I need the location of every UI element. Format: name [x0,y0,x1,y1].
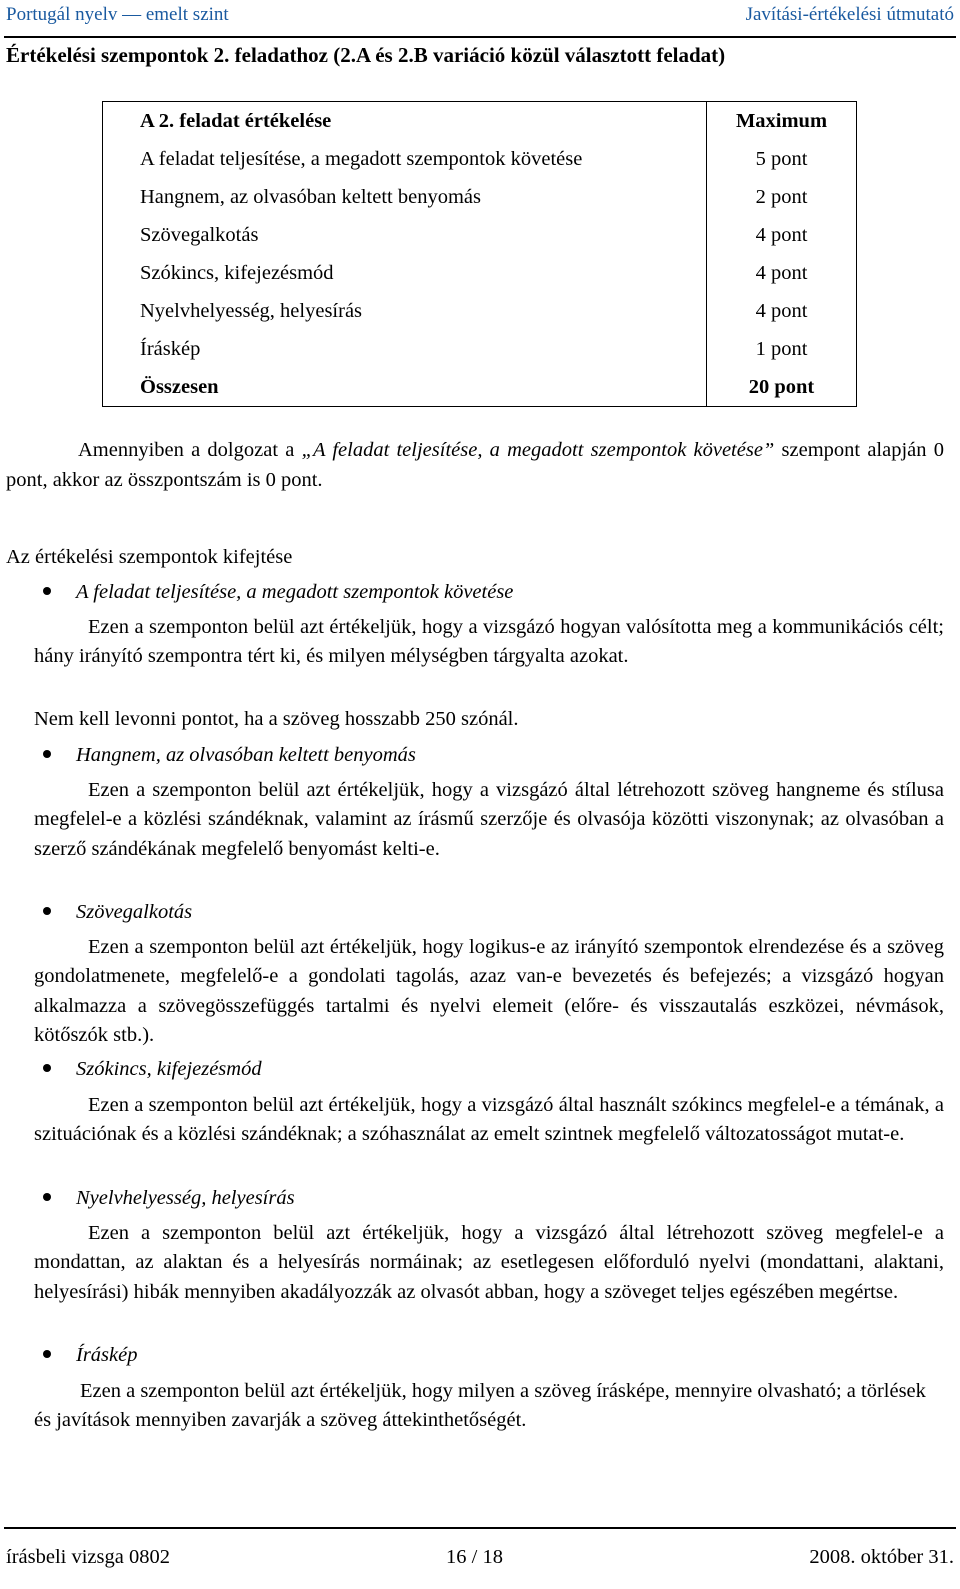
zero-point-note [6,436,944,495]
criterion-body-2 [34,776,944,864]
note-quote: „A feladat teljesítése, a megadott szempontok követése” [301,439,775,461]
criterion-body-text: Ezen a szemponton belül azt értékeljük, hogy a vizsgázó hogyan valósította meg a kommunikációs célt; hány irányító szempontra tért ki, és milyen mélységben tárgyalta azokat. [34,616,944,668]
note-suffix: szempont alapján 0 pont, akkor az összpontszám is 0 pont. [6,439,944,491]
table-row [103,140,857,178]
header-left: Portugál nyelv — emelt szint [6,4,229,25]
page-header [6,4,954,34]
row-label: Íráskép [103,330,707,368]
row-label: Szókincs, kifejezésmód [103,254,707,292]
criterion-body-3 [34,933,944,1051]
criterion-body-text: Ezen a szemponton belül azt értékeljük, hogy milyen a szöveg írásképe, mennyire olvasható; a törlések és javítások mennyiben zavarják a szöveg áttekinthetőségét. [34,1380,926,1432]
row-value: 2 pont [707,178,857,216]
criterion-body-text: Ezen a szemponton belül azt értékeljük, hogy a vizsgázó által létrehozott szöveg megfelel-e a mondattan, az alaktan és a helyesírás normáinak; az esetlegesen előforduló nyelvi (mondattani, alaktani, helyesírási) hibák mennyiben akadályozzák az olvasót abban, hogy a szöveget teljes egészében megértse. [34,1222,944,1303]
header-rule [4,36,956,38]
table-head-value: Maximum [707,102,857,141]
row-label: A feladat teljesítése, a megadott szempontok követése [103,140,707,178]
total-label: Összesen [103,368,707,407]
grading-table [102,101,857,407]
footer-date: 2008. október 31. [809,1546,954,1568]
criterion-body-4 [34,1091,944,1150]
criterion-title-text: Íráskép [76,1344,138,1366]
table-total-row [103,368,857,407]
table-head-label: A 2. feladat értékelése [103,102,707,141]
criterion-title-4 [43,1055,262,1084]
row-value: 4 pont [707,254,857,292]
bullet-icon [43,907,51,915]
bullet-icon [43,1350,51,1358]
page-footer [6,1546,954,1569]
bullet-icon [43,587,51,595]
criterion-body-1 [34,613,944,672]
row-value: 5 pont [707,140,857,178]
criterion-title-text: Szövegalkotás [76,901,193,923]
bullet-icon [43,750,51,758]
criterion-title-1 [43,578,513,607]
criterion-body-text: Ezen a szemponton belül azt értékeljük, hogy logikus-e az irányító szempontok elrendezése és a szöveg gondolatmenete, megfelelő-e a gondolati tagolás, azaz van-e bevezetés és befejezés; a vizsgázó hogyan alkalmazza a szövegösszefüggés tartalmi és nyelvi elemeit (előre- és visszautalás eszközei, névmások, kötőszók stb.). [34,936,944,1047]
row-label: Nyelvhelyesség, helyesírás [103,292,707,330]
row-label: Hangnem, az olvasóban keltett benyomás [103,178,707,216]
criterion-extra-1: Nem kell levonni pontot, ha a szöveg hosszabb 250 szónál. [34,708,519,730]
criterion-title-3 [43,898,192,927]
table-row [103,254,857,292]
footer-page-number: 16 / 18 [446,1546,503,1568]
criterion-body-text: Ezen a szemponton belül azt értékeljük, hogy a vizsgázó által használt szókincs megfelel-e a témának, a szituációnak és a közlési szándéknak; a szóhasználat az emelt szintnek megfelelő változatosságot mutat-e. [34,1094,944,1146]
table-row [103,330,857,368]
section-title: Értékelési szempontok 2. feladathoz (2.A és 2.B variáció közül választott feladat) [6,43,726,67]
total-value: 20 pont [707,368,857,407]
table-row [103,178,857,216]
bullet-icon [43,1193,51,1201]
criterion-title-2 [43,741,416,770]
criterion-body-6 [34,1377,944,1436]
row-value: 4 pont [707,216,857,254]
row-value: 4 pont [707,292,857,330]
header-right: Javítási-értékelési útmutató [745,4,954,25]
table-head-row [103,102,857,141]
criteria-intro: Az értékelési szempontok kifejtése [6,546,293,568]
footer-left: írásbeli vizsga 0802 [6,1546,170,1568]
criterion-title-text: A feladat teljesítése, a megadott szempontok követése [76,581,514,603]
criterion-title-text: Szókincs, kifejezésmód [76,1058,262,1080]
criterion-title-6 [43,1341,137,1370]
bullet-icon [43,1064,51,1072]
criterion-title-5 [43,1184,295,1213]
criterion-body-text: Ezen a szemponton belül azt értékeljük, hogy a vizsgázó által létrehozott szöveg hangneme és stílusa megfelel-e a közlési szándéknak, valamint az írásmű szerzője és olvasója közötti viszonynak; az olvasóban a szerző szándékának megfelelő benyomást kelti-e. [34,779,944,860]
row-value: 1 pont [707,330,857,368]
criterion-body-5 [34,1219,944,1307]
note-prefix: Amennyiben a dolgozat a [78,439,302,461]
row-label: Szövegalkotás [103,216,707,254]
criterion-title-text: Nyelvhelyesség, helyesírás [76,1187,295,1209]
table-row [103,216,857,254]
criterion-title-text: Hangnem, az olvasóban keltett benyomás [76,744,416,766]
table-row [103,292,857,330]
footer-rule [4,1527,956,1529]
